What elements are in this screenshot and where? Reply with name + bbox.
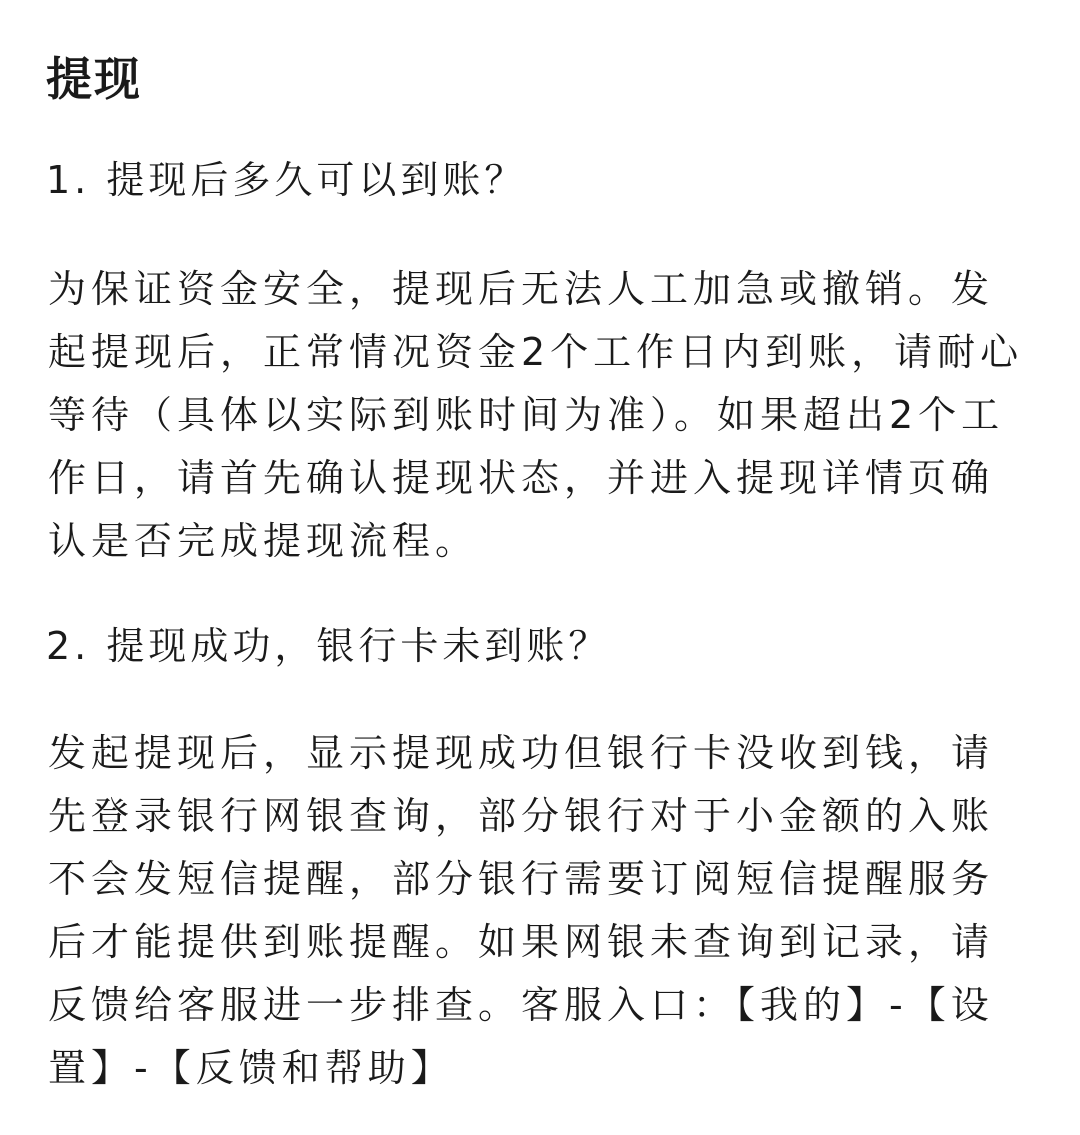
page-title: 提现 (46, 52, 142, 106)
faq-question-2: 2. 提现成功，银行卡未到账？ (46, 624, 611, 668)
faq-question-1: 1. 提现后多久可以到账？ (46, 158, 527, 202)
faq-answer-1: 为保证资金安全，提现后无法人工加急或撤销。发起提现后，正常情况资金2个工作日内到账，请耐心等待（具体以实际到账时间为准）。如果超出2个工作日，请首先确认提现状态，并进入提现详情页确认是否完成提现流程。 (48, 267, 1024, 563)
faq-answer-2: 发起提现后，显示提现成功但银行卡没收到钱，请先登录银行网银查询，部分银行对于小金额的入账不会发短信提醒，部分银行需要订阅短信提醒服务后才能提供到账提醒。如果网银未查询到记录，请反馈给客服进一步排查。客服入口：【我的】-【设置】-【反馈和帮助】 (48, 731, 995, 1090)
